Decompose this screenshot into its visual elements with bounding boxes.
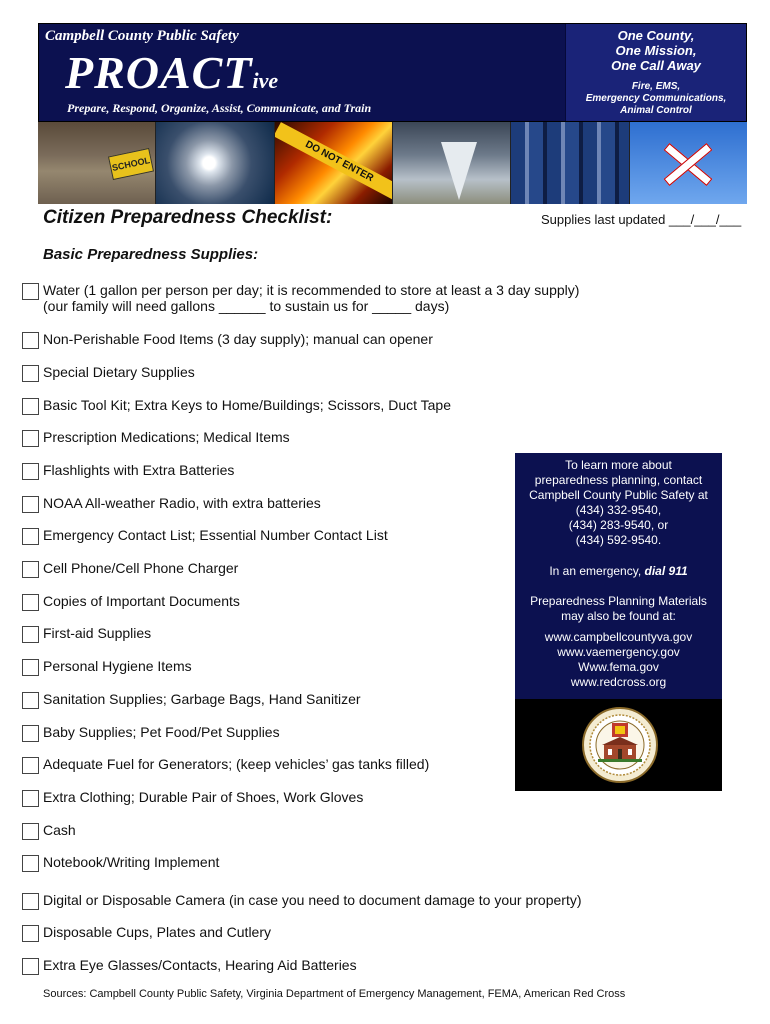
checklist-item-water [22, 282, 579, 314]
program-suffix: ive [252, 68, 279, 93]
checkbox[interactable] [22, 398, 39, 415]
contact-line: preparedness planning, contact [534, 473, 703, 487]
sources-note: Sources: Campbell County Public Safety, Virginia Department of Emergency Management, FEMA, American Red Cross [43, 988, 626, 1000]
services [566, 81, 746, 117]
checklist-item-sanitation [22, 691, 361, 709]
checklist-item-contacts [22, 527, 388, 545]
checklist-item-clothing [22, 789, 363, 807]
item-text [43, 282, 579, 314]
checkbox[interactable] [22, 692, 39, 709]
item-text: Adequate Fuel for Generators; (keep vehicles’ gas tanks filled) [43, 756, 430, 772]
checkbox[interactable] [22, 958, 39, 975]
checklist-item-dietary [22, 364, 195, 382]
item-text: Extra Eye Glasses/Contacts, Hearing Aid Batteries [43, 957, 357, 973]
checkbox[interactable] [22, 528, 39, 545]
checklist-title: Citizen Preparedness Checklist: [43, 207, 333, 228]
checkbox[interactable] [22, 283, 39, 300]
emergency-prefix: In an emergency, [549, 564, 645, 578]
contact-info [515, 458, 722, 548]
checkbox[interactable] [22, 365, 39, 382]
emergency-note [515, 564, 722, 579]
item-text: NOAA All-weather Radio, with extra batteries [43, 495, 321, 511]
emergency-number: dial 911 [644, 564, 688, 578]
checklist-item-cash [22, 822, 76, 840]
photo-strip [38, 122, 747, 204]
hurricane-photo [156, 122, 274, 204]
motto-line: One Mission, [615, 43, 697, 58]
info-box [515, 453, 722, 791]
phone-number[interactable]: (434) 592-9540. [575, 533, 662, 547]
checkbox[interactable] [22, 332, 39, 349]
program-main: PROACT [65, 47, 253, 98]
item-text: Disposable Cups, Plates and Cutlery [43, 924, 272, 940]
program-logo [65, 47, 279, 98]
checklist-item-food [22, 331, 433, 349]
tornado-funnel [441, 142, 477, 200]
checkbox[interactable] [22, 725, 39, 742]
checkbox[interactable] [22, 757, 39, 774]
item-line: (our family will need gallons ______ to sustain us for _____ days) [43, 298, 450, 314]
motto-line: One County, [617, 28, 695, 43]
checkbox[interactable] [22, 463, 39, 480]
railroad-crossing-photo [630, 122, 747, 204]
item-text: Digital or Disposable Camera (in case you need to document damage to your property) [43, 892, 582, 908]
phone-number[interactable]: (434) 332-9540, [575, 503, 662, 517]
contact-line: To learn more about [565, 458, 672, 472]
checkbox[interactable] [22, 561, 39, 578]
item-text: Emergency Contact List; Essential Number Contact List [43, 527, 388, 543]
section-title: Basic Preparedness Supplies: [43, 246, 259, 263]
item-text: Basic Tool Kit; Extra Keys to Home/Buildings; Scissors, Duct Tape [43, 397, 451, 413]
checkbox[interactable] [22, 659, 39, 676]
flood-photo [38, 122, 156, 204]
caution-tape: DO NOT ENTER [275, 122, 393, 202]
item-text: Non-Perishable Food Items (3 day supply); manual can opener [43, 331, 433, 347]
supplies-updated: Supplies last updated ___/___/___ [541, 212, 742, 227]
motto-line: One Call Away [611, 58, 701, 73]
checklist-item-first-aid [22, 625, 151, 643]
checkbox[interactable] [22, 893, 39, 910]
checkbox[interactable] [22, 594, 39, 611]
link-fema[interactable]: Www.fema.gov [578, 660, 659, 674]
checkbox[interactable] [22, 430, 39, 447]
item-text: Notebook/Writing Implement [43, 854, 220, 870]
item-text: Baby Supplies; Pet Food/Pet Supplies [43, 724, 280, 740]
checklist-item-fuel [22, 756, 429, 774]
checklist-item-flashlights [22, 462, 234, 480]
contact-line: Campbell County Public Safety at [529, 488, 708, 502]
checklist-item-medications [22, 429, 290, 447]
item-text: Personal Hygiene Items [43, 658, 192, 674]
header-banner [38, 23, 747, 122]
item-text: Extra Clothing; Durable Pair of Shoes, Work Gloves [43, 789, 364, 805]
item-text: Special Dietary Supplies [43, 364, 195, 380]
checklist-item-toolkit [22, 397, 451, 415]
item-text: Prescription Medications; Medical Items [43, 429, 290, 445]
checklist-item-cutlery [22, 924, 271, 942]
seal-area [515, 699, 722, 791]
checklist-item-phone [22, 560, 238, 578]
item-text: First-aid Supplies [43, 625, 152, 641]
checklist-item-hygiene [22, 658, 192, 676]
materials-line: may also be found at: [561, 609, 676, 623]
services-line: Animal Control [620, 105, 692, 116]
materials-note [515, 594, 722, 624]
checkbox[interactable] [22, 626, 39, 643]
checkbox[interactable] [22, 823, 39, 840]
item-line: Water (1 gallon per person per day; it is recommended to store at least a 3 day supply) [43, 282, 580, 298]
checkbox[interactable] [22, 855, 39, 872]
tornado-photo [393, 122, 511, 204]
link-campbellcounty[interactable]: www.campbellcountyva.gov [544, 630, 693, 644]
links-list [515, 630, 722, 690]
checklist-item-documents [22, 593, 240, 611]
checkbox[interactable] [22, 496, 39, 513]
checklist-item-notebook [22, 854, 219, 872]
crossbuck-sign-icon [660, 136, 716, 192]
checklist-item-radio [22, 495, 321, 513]
checklist-item-baby-pet [22, 724, 280, 742]
county-seal-icon [582, 707, 658, 783]
school-sign: SCHOOL [108, 148, 154, 180]
checkbox[interactable] [22, 925, 39, 942]
fire-photo [275, 122, 393, 204]
materials-line: Preparedness Planning Materials [530, 594, 707, 608]
tagline: Prepare, Respond, Organize, Assist, Communicate, and Train [67, 101, 372, 115]
link-redcross[interactable]: www.redcross.org [570, 675, 667, 689]
item-text: Sanitation Supplies; Garbage Bags, Hand Sanitizer [43, 691, 361, 707]
checklist-item-camera [22, 892, 582, 910]
services-line: Fire, EMS, [631, 81, 681, 92]
link-vaemergency[interactable]: www.vaemergency.gov [557, 645, 680, 659]
motto-panel [565, 24, 746, 121]
item-text: Copies of Important Documents [43, 593, 240, 609]
phone-number[interactable]: (434) 283-9540, or [568, 518, 669, 532]
services-line: Emergency Communications, [585, 93, 727, 104]
org-name: Campbell County Public Safety [45, 28, 239, 44]
item-text: Cash [43, 822, 76, 838]
motto [566, 28, 746, 73]
barrels-photo [511, 122, 629, 204]
item-text: Flashlights with Extra Batteries [43, 462, 235, 478]
item-text: Cell Phone/Cell Phone Charger [43, 560, 239, 576]
checkbox[interactable] [22, 790, 39, 807]
checklist-item-eyeglasses [22, 957, 357, 975]
